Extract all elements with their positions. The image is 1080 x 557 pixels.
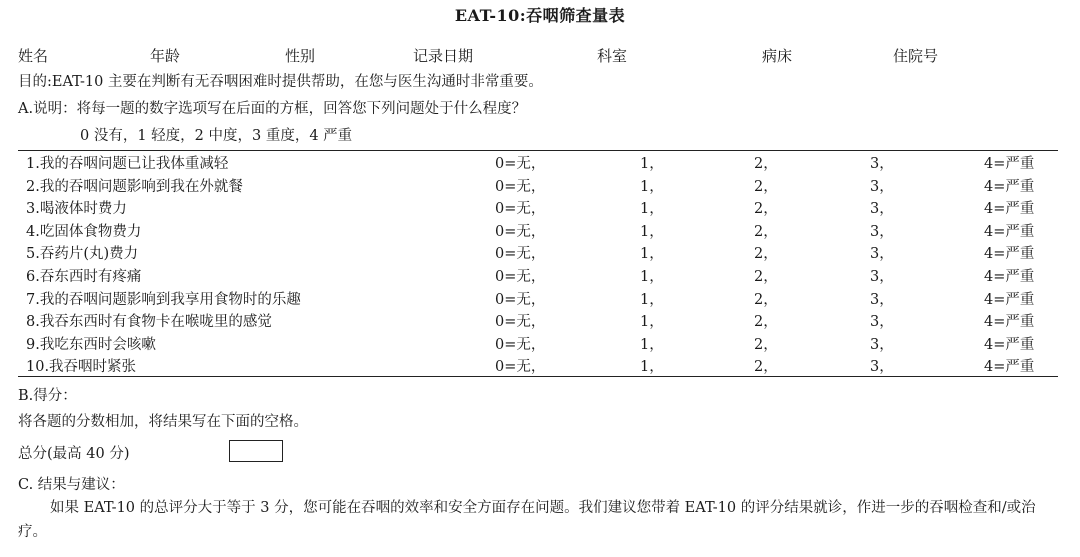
question-row: [0, 242, 1080, 264]
answer-option-0: 0=无，: [495, 291, 546, 308]
question-row: [0, 197, 1080, 219]
question-text: 7.我的吞咽问题影响到我享用食物时的乐趣: [26, 291, 301, 308]
answer-option-3: 3，: [870, 223, 894, 240]
answer-option-2: 2，: [754, 223, 778, 240]
answer-option-2: 2，: [754, 201, 778, 218]
section-b-instruction: 将各题的分数相加，将结果写在下面的空格。: [18, 414, 308, 430]
answer-option-4: 4=严重: [984, 336, 1035, 353]
section-b-heading: B.得分：: [18, 388, 77, 404]
question-text: 3.喝液体时费力: [26, 201, 127, 218]
age-label: 年龄: [150, 47, 181, 65]
question-row: [0, 333, 1080, 355]
section-a-instruction: A.说明：将每一题的数字选项写在后面的方框，回答您下列问题处于什么程度？: [18, 101, 527, 117]
answer-option-1: 1，: [640, 178, 664, 195]
answer-option-4: 4=严重: [984, 201, 1035, 218]
answer-option-4: 4=严重: [984, 359, 1035, 376]
question-text: 5.吞药片(丸)费力: [26, 246, 139, 263]
record-date-label: 记录日期: [413, 47, 474, 65]
answer-option-2: 2，: [754, 359, 778, 376]
table-bottom-rule: [18, 376, 1058, 377]
answer-option-4: 4=严重: [984, 223, 1035, 240]
purpose-text: 目的:EAT-10 主要在判断有无吞咽困难时提供帮助，在您与医生沟通时非常重要。: [18, 74, 543, 90]
question-text: 8.我吞东西时有食物卡在喉咙里的感觉: [26, 314, 272, 331]
bed-label: 病床: [762, 47, 793, 65]
answer-option-0: 0=无，: [495, 156, 546, 172]
table-top-rule: [18, 150, 1058, 151]
section-c-text: 如果 EAT-10 的总评分大于等于 3 分，您可能在吞咽的效率和安全方面存在问题。我们建议您带着 EAT-10 的评分结果就诊，作进一步的吞咽检查和/或治疗。: [18, 500, 1036, 540]
question-text: 10.我吞咽时紧张: [26, 359, 137, 376]
question-text: 2.我的吞咽问题影响到我在外就餐: [26, 178, 243, 195]
answer-option-3: 3，: [870, 291, 894, 308]
answer-option-0: 0=无，: [495, 359, 546, 376]
answer-option-0: 0=无，: [495, 314, 546, 331]
answer-option-3: 3，: [870, 246, 894, 263]
answer-option-1: 1，: [640, 246, 664, 263]
answer-option-3: 3，: [870, 201, 894, 218]
answer-option-4: 4=严重: [984, 291, 1035, 308]
answer-option-0: 0=无，: [495, 336, 546, 353]
total-score-input-box[interactable]: [229, 440, 283, 462]
answer-option-2: 2，: [754, 314, 778, 331]
answer-option-2: 2，: [754, 246, 778, 263]
question-row: [0, 355, 1080, 377]
question-text: 6.吞东西时有疼痛: [26, 269, 142, 285]
answer-option-3: 3，: [870, 269, 894, 285]
patient-info-row: [0, 45, 1080, 65]
answer-option-4: 4=严重: [984, 314, 1035, 331]
answer-option-1: 1，: [640, 223, 664, 240]
gender-label: 性别: [285, 47, 316, 65]
page-title: EAT-10:吞咽筛查量表: [454, 6, 626, 25]
question-text: 1.我的吞咽问题已让我体重减轻: [26, 156, 229, 172]
name-label: 姓名: [18, 47, 49, 65]
answer-option-1: 1，: [640, 359, 664, 376]
question-row: [0, 265, 1080, 287]
answer-option-0: 0=无，: [495, 269, 546, 285]
answer-option-4: 4=严重: [984, 156, 1035, 172]
section-c-heading: C. 结果与建议：: [18, 477, 125, 493]
answer-option-4: 4=严重: [984, 269, 1035, 285]
answer-option-3: 3，: [870, 314, 894, 331]
answer-option-2: 2，: [754, 269, 778, 285]
answer-option-3: 3，: [870, 359, 894, 376]
question-row: [0, 152, 1080, 174]
question-text: 4.吃固体食物费力: [26, 223, 142, 240]
question-row: [0, 175, 1080, 197]
question-row: [0, 310, 1080, 332]
answer-option-1: 1，: [640, 336, 664, 353]
answer-option-3: 3，: [870, 156, 894, 172]
answer-option-2: 2，: [754, 336, 778, 353]
answer-option-2: 2，: [754, 291, 778, 308]
answer-option-3: 3，: [870, 178, 894, 195]
score-legend: 0 没有，1 轻度，2 中度，3 重度，4 严重: [80, 128, 353, 144]
question-text: 9.我吃东西时会咳嗽: [26, 336, 156, 353]
answer-option-2: 2，: [754, 178, 778, 195]
hospital-number-label: 住院号: [893, 47, 939, 65]
answer-option-1: 1，: [640, 314, 664, 331]
answer-option-3: 3，: [870, 336, 894, 353]
answer-option-1: 1，: [640, 269, 664, 285]
answer-option-0: 0=无，: [495, 223, 546, 240]
answer-option-4: 4=严重: [984, 246, 1035, 263]
department-label: 科室: [597, 47, 628, 65]
question-row: [0, 220, 1080, 242]
answer-option-2: 2，: [754, 156, 778, 172]
answer-option-0: 0=无，: [495, 201, 546, 218]
answer-option-4: 4=严重: [984, 178, 1035, 195]
answer-option-1: 1，: [640, 156, 664, 172]
answer-option-1: 1，: [640, 201, 664, 218]
question-row: [0, 288, 1080, 310]
answer-option-0: 0=无，: [495, 246, 546, 263]
total-score-label: 总分(最高 40 分): [18, 446, 130, 462]
answer-option-0: 0=无，: [495, 178, 546, 195]
answer-option-1: 1，: [640, 291, 664, 308]
